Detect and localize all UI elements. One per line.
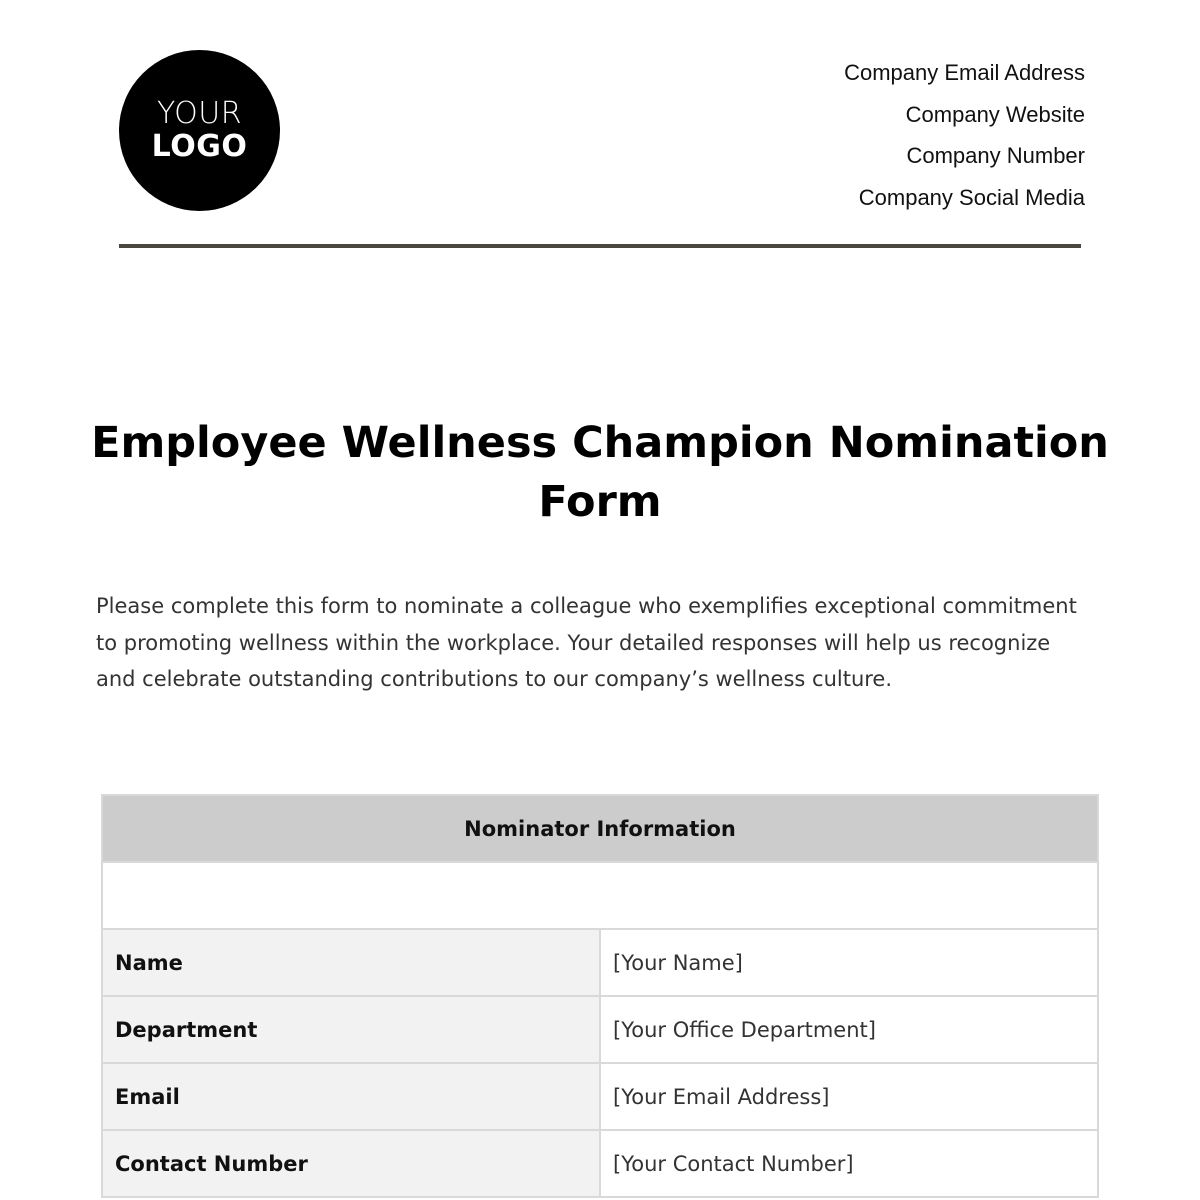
logo-text-line2: LOGO bbox=[151, 128, 248, 164]
company-website: Company Website bbox=[905, 101, 1085, 127]
company-number: Company Number bbox=[906, 143, 1085, 169]
company-logo bbox=[119, 50, 280, 211]
nominator-info-table bbox=[101, 794, 1099, 1198]
blank-row bbox=[102, 862, 1098, 929]
table-row bbox=[102, 929, 1098, 996]
table-row bbox=[102, 1130, 1098, 1197]
field-label-name: Name bbox=[102, 929, 600, 996]
field-label-department: Department bbox=[102, 996, 600, 1063]
field-value-contact-number[interactable]: [Your Contact Number] bbox=[600, 1130, 1098, 1197]
header-divider bbox=[119, 244, 1081, 248]
company-social-media: Company Social Media bbox=[858, 185, 1085, 211]
table-row bbox=[102, 1063, 1098, 1130]
field-value-name[interactable]: [Your Name] bbox=[600, 929, 1098, 996]
field-value-email[interactable]: [Your Email Address] bbox=[600, 1063, 1098, 1130]
nominator-section-heading: Nominator Information bbox=[102, 795, 1098, 862]
field-label-contact-number: Contact Number bbox=[102, 1130, 600, 1197]
field-label-email: Email bbox=[102, 1063, 600, 1130]
page-title: Employee Wellness Champion Nomination Form bbox=[91, 418, 1109, 527]
table-row bbox=[102, 996, 1098, 1063]
company-email: Company Email Address bbox=[844, 60, 1085, 85]
intro-paragraph: Please complete this form to nominate a colleague who exemplifies exceptional commitment to promoting wellness within the workplace. Your detailed responses will help us recognize and celebrate outstanding contributions to our company’s wellness culture. bbox=[96, 594, 1077, 691]
field-value-department[interactable]: [Your Office Department] bbox=[600, 996, 1098, 1063]
logo-text-line1: YOUR bbox=[156, 95, 243, 131]
company-contact-block bbox=[844, 52, 1085, 219]
